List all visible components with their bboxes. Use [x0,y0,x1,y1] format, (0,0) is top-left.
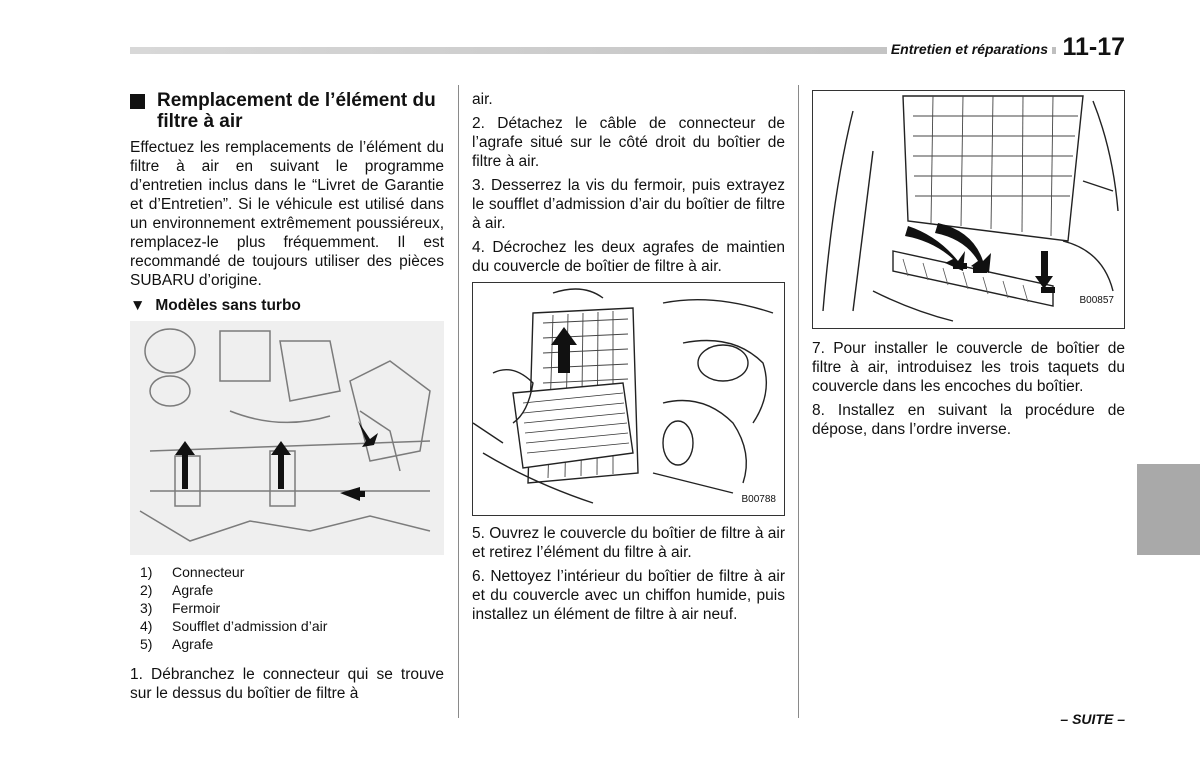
figure-code: B00788 [741,494,776,505]
section-heading: Remplacement de l’élément du filtre à air [130,90,444,132]
legend-item: 2) Agrafe [140,582,214,598]
legend-item: 4) Soufflet d’admission d’air [140,618,328,634]
filter-removal-drawing [473,283,784,515]
right-column [812,90,1125,444]
step-5: 5. Ouvrez le couvercle du boîtier de filtre à air et retirez l’élément du filtre à air. [472,525,785,561]
legend-item: 5) Agrafe [140,636,214,652]
section-title: Entretien et réparations [887,41,1052,57]
legend-item: 1) Connecteur [140,564,245,580]
step-2: 2. Détachez le câble de connecteur de l’agrafe situé sur le côté droit du boîtier de filtre à air. [472,115,785,170]
page-number: 11-17 [1056,33,1125,62]
step-7: 7. Pour installer le couvercle de boîtier de filtre à air, introduisez les trois taquets du couvercle dans les encoches du boîtier. [812,340,1125,395]
legend-item: 3) Fermoir [140,600,221,616]
subheading: ▼ Modèles sans turbo [130,297,301,314]
chapter-tab [1137,464,1200,555]
step-4: 4. Décrochez les deux agrafes de maintien du couvercle de boîtier de filtre à air. [472,239,785,275]
intro-paragraph: Effectuez les remplacements de l’élément du filtre à air en suivant le programme d’entretien inclus dans le “Livret de Garantie et d’Entretien”. Si le véhicule est utilisé dans un environnement extrêmement poussiéreux, remplacez-le plus fréquemment. Il est recommandé de toujours utiliser des pièces SUBARU d’origine. [130,139,444,289]
middle-column [472,90,785,629]
engine-bay-drawing [130,321,444,555]
triangle-bullet-icon: ▼ [130,297,146,314]
square-bullet-icon [130,94,145,109]
cover-install-drawing [813,91,1124,328]
filter-removal-illustration [472,282,785,516]
step-1: 1. Débranchez le connecteur qui se trouve sur le dessus du boîtier de filtre à [130,666,444,702]
cover-install-illustration [812,90,1125,329]
continue-label: – SUITE – [1060,711,1125,727]
figure-code: B00857 [1079,295,1114,306]
figure-legend [140,563,444,653]
engine-bay-illustration [130,321,444,555]
step-8: 8. Installez en suivant la procédure de dépose, dans l’ordre inverse. [812,402,1125,438]
column-divider [458,85,459,718]
step-1-continued: air. [472,91,493,108]
step-6: 6. Nettoyez l’intérieur du boîtier de filtre à air et du couvercle avec un chiffon humide, puis installez un élément de filtre à air neuf. [472,568,785,623]
step-3: 3. Desserrez la vis du fermoir, puis extrayez le soufflet d’admission d’air du boîtier de filtre à air. [472,177,785,232]
left-column [130,90,444,708]
column-divider [798,85,799,718]
